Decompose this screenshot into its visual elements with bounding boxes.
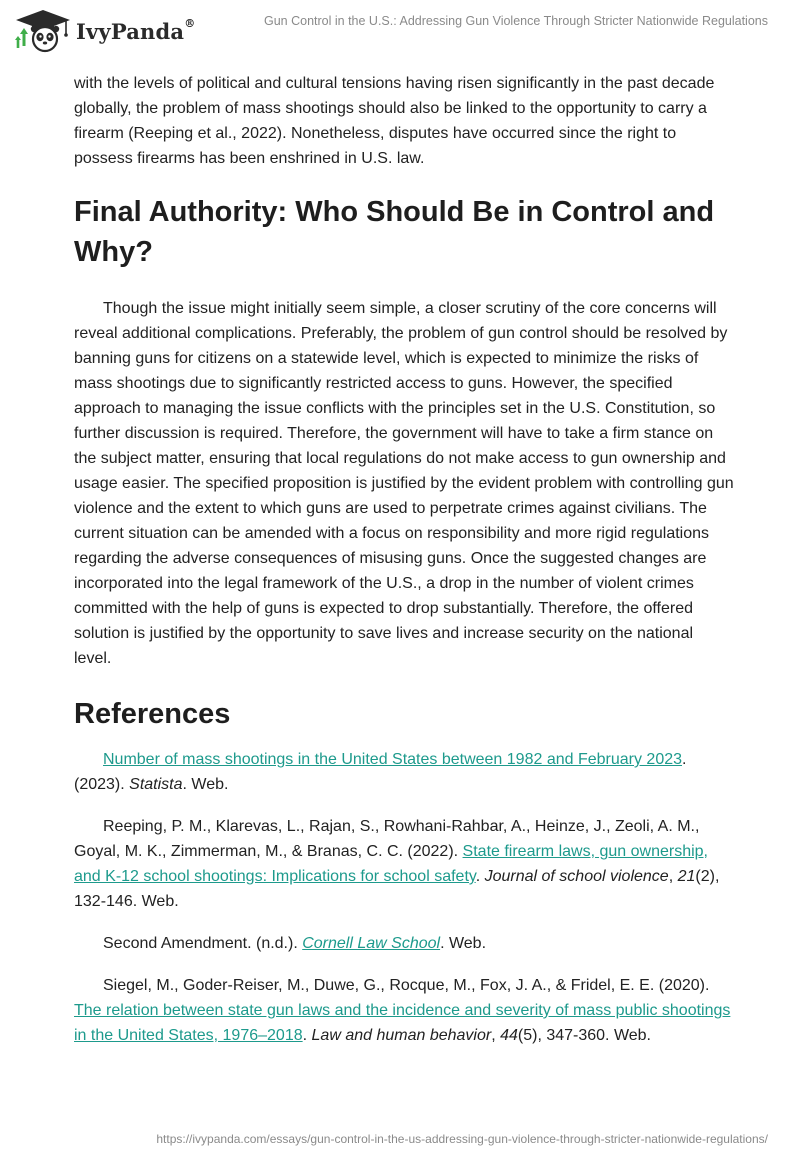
- document-title: Gun Control in the U.S.: Addressing Gun Violence Through Stricter Nationwide Regulations: [264, 14, 768, 28]
- registered-mark: ®: [184, 16, 196, 30]
- panda-graduate-icon: [14, 8, 72, 54]
- reference-text: . Web.: [440, 935, 487, 952]
- reference-link-text[interactable]: Cornell Law School: [302, 935, 441, 952]
- footer-url[interactable]: https://ivypanda.com/essays/gun-control-in-the-us-addressing-gun-violence-through-stricter-nationwide-regulations/: [156, 1132, 768, 1146]
- reference-text: (5), 347-360. Web.: [517, 1027, 651, 1044]
- reference-item: [74, 747, 734, 797]
- reference-link[interactable]: [302, 935, 440, 952]
- reference-text: ,: [668, 868, 678, 885]
- references-heading: References: [74, 698, 231, 730]
- reference-link[interactable]: State firearm laws, gun ownership, and K-12 school shootings: Implications for school safety: [74, 843, 708, 885]
- reference-item: [74, 973, 734, 1048]
- reference-journal: Journal of school violence: [484, 868, 669, 885]
- references-list: [74, 747, 734, 1048]
- reference-source: Statista: [129, 776, 183, 793]
- reference-volume: 21: [677, 868, 696, 885]
- page-header: [0, 0, 800, 62]
- reference-text: .: [302, 1027, 312, 1044]
- reference-link[interactable]: Number of mass shootings in the United States between 1982 and February 2023: [103, 751, 683, 768]
- reference-journal: Law and human behavior: [311, 1027, 492, 1044]
- section-paragraph: Though the issue might initially seem simple, a closer scrutiny of the core concerns will reveal additional complications. Preferably, the problem of gun control should be resolved by banning guns for citizens on a statewide level, which is expected to minimize the risks of mass shootings due to significantly restricted access to guns. However, the specified approach to managing the issue conflicts with the principles set in the U.S. Constitution, so further discussion is required. Therefore, the government will have to take a firm stance on the subject matter, ensuring that local regulations do not make access to gun ownership and usage easier. The specified proposition is justified by the evident problem with controlling gun violence and the extent to which guns are used to perpetrate crimes against civilians. The current situation can be amended with a focus on responsibility and more rigid regulations regarding the adverse consequences of misusing guns. Once the suggested changes are incorporated into the legal framework of the U.S., a drop in the number of violent crimes committed with the help of guns is expected to drop substantially. Therefore, the offered solution is justified by the opportunity to save lives and increase security on the national level.: [74, 300, 734, 667]
- section-heading: Final Authority: Who Should Be in Control and Why?: [74, 196, 715, 268]
- reference-item: [74, 814, 734, 914]
- reference-item: [74, 931, 734, 956]
- essay-content: [74, 71, 734, 1048]
- ivypanda-logo[interactable]: [14, 8, 195, 54]
- reference-text: .: [475, 868, 485, 885]
- intro-paragraph: with the levels of political and cultural tensions having risen significantly in the past decade globally, the problem of mass shootings should also be linked to the opportunity to carry a firearm (Reeping et al., 2022). Nonetheless, disputes have occurred since the right to possess firearms has been enshrined in U.S. law.: [74, 75, 715, 167]
- reference-text: ,: [491, 1027, 501, 1044]
- reference-text: . Web.: [182, 776, 229, 793]
- reference-volume: 44: [500, 1027, 518, 1044]
- reference-text: Second Amendment. (n.d.).: [103, 935, 303, 952]
- logo-wordmark: IvyPanda®: [76, 16, 196, 44]
- reference-authors: Siegel, M., Goder-Reiser, M., Duwe, G., Rocque, M., Fox, J. A., & Fridel, E. E. (2020).: [103, 977, 710, 994]
- reference-text: . (2023).: [74, 751, 687, 793]
- reference-text: (2), 132-146. Web.: [74, 868, 720, 910]
- reference-authors: Reeping, P. M., Klarevas, L., Rajan, S., Rowhani-Rahbar, A., Heinze, J., Zeoli, A. M., Goyal, M. K., Zimmerman, M., & Branas, C. C. (2022).: [74, 818, 700, 860]
- reference-link[interactable]: The relation between state gun laws and the incidence and severity of mass public shootings in the United States, 1976–2018: [74, 1002, 731, 1044]
